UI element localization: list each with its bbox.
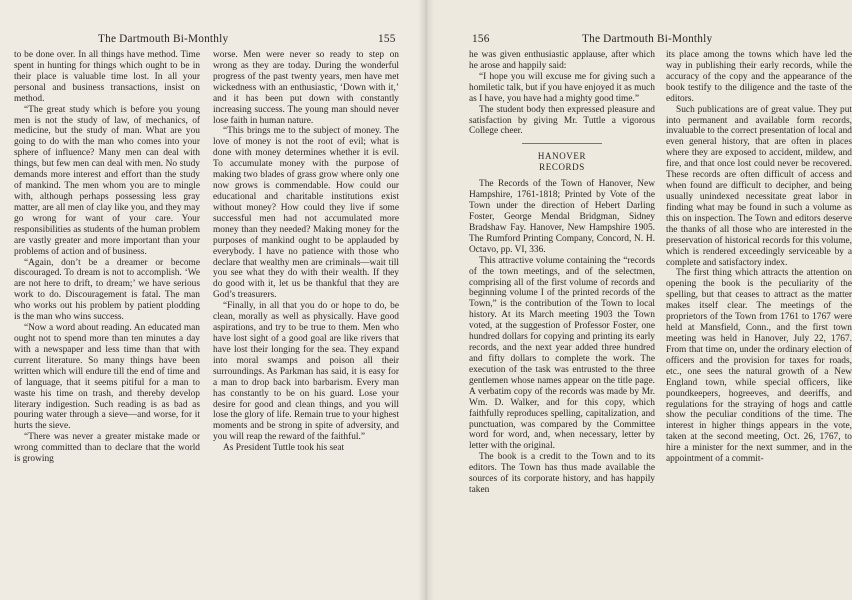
- paragraph: “I hope you will excuse me for giving such a homiletic talk, but if you have enjoyed it as much as I have, you have had a mighty good time.”: [469, 71, 655, 104]
- paragraph: “Now a word about reading. An educated man ought not to spend more than ten minutes a day with a newspaper and less time than that with current literature. So many things have been written which will endure till the end of time and of language, that it seems pitiful for a man to waste his time on trash, and thereby develop literary indigestion. Such reading is as bad as pouring water through a sieve—and worse, for it hurts the sieve.: [14, 323, 200, 432]
- right-page: [426, 0, 852, 600]
- paragraph: “There was never a greater mistake made or wrong committed than to declare that the world is growing: [14, 432, 200, 465]
- left-running-head: The Dartmouth Bi-Monthly: [98, 33, 229, 45]
- paragraph: The student body then expressed pleasure and satisfaction by giving Mr. Tuttle a vigorous College cheer.: [469, 104, 655, 137]
- paragraph: The first thing which attracts the attention on opening the book is the peculiarity of the spelling, but that ceases to attract as the matter makes itself clear. The meetings of the proprietors of the Town from 1761 to 1767 were held at Mansfield, Conn., and the first town meeting was held in Hanover, July 22, 1767. From that time on, under the ordinary election of officers and the provision for taxes for roads, etc., one sees the natural growth of a New England town, while special officers, like poundkeepers, hogreeves, and deeriffs, and regulations for the straying of hogs and cattle show the peculiar conditions of the time. The interest in higher things appears in the vote, taken at the second meeting, Oct. 26, 1767, to hire a minister for the next summer, and in the appointment of a commit-: [666, 268, 852, 465]
- section-heading: HANOVER RECORDS: [522, 143, 602, 173]
- paragraph: “This brings me to the subject of money. The love of money is not the root of evil; what is done with money determines whether it is evil. To accumulate money with the purpose of making two blades of grass grow where only one now grows is commendable. How could our educational and charitable institutions exist without money? How could they live if some successful men had not accumulated more money than they needed? Making money for the purposes of mankind ought to be applauded by everybody. I have no patience with those who declare that wealthy men are criminals—wait till you see what they do with their wealth. If they do good with it, let us be thankful that they are God’s treasurers.: [213, 126, 399, 301]
- paragraph: “Again, don’t be a dreamer or become discouraged. To dream is not to accomplish. ‘We are not here to drift, to dream;’ we have serious work to do. Discouragement is fatal. The man who works out his problem by patient plodding is the man who wins success.: [14, 257, 200, 323]
- paragraph: The book is a credit to the Town and to its editors. The Town has thus made available the sources of its corporate history, and has happily taken: [469, 452, 655, 496]
- paragraph: Such publications are of great value. They put into permanent and available form records, invaluable to the correct presentation of local and even general history, that are often in places where they are exposed to accident, mildew, and fire, and that once lost could never be recovered. These records are often difficult of access and when found are difficult to decipher, and being usually unindexed necessitate great labor in finding what may be found in such a volume as this on inspection. The Town and editors deserve the thanks of all those who are interested in the preservation of historical records for this volume, which is rendered exceedingly serviceable by a complete and satisfactory index.: [666, 104, 852, 268]
- paragraph: worse. Men were never so ready to step on wrong as they are today. During the wonderful progress of the past twenty years, men have met wickedness with an enthusiastic, ‘Down with it,’ and it has been put down with constantly increasing success. The young man should never lose faith in human nature.: [213, 50, 399, 126]
- paragraph: he was given enthusiastic applause, after which he arose and happily said:: [469, 50, 655, 71]
- left-page-number: 155: [378, 33, 396, 45]
- paragraph: its place among the towns which have led the way in publishing their early records, while the accuracy of the copy and the appearance of the book testify to the diligence and the taste of the editors.: [666, 50, 852, 104]
- paragraph: As President Tuttle took his seat: [223, 443, 345, 454]
- right-page-column-1: [469, 50, 655, 496]
- paragraph: This attractive volume containing the “records of the town meetings, and of the selectmen, comprising all of the first volume of records and beginning volume I of the printed records of the Town,” is the contribution of the Town to local history. At its March meeting 1903 the Town voted, at the suggestion of Professor Foster, one hundred dollars for copying and printing its early records, and the next year added three hundred and fifty dollars to complete the work. The execution of the task was entrusted to the three gentlemen whose names appear on the title page. A verbatim copy of the records was made by Mr. Wm. D. Walker, and for this copy, which faithfully reproduces spelling, capitalization, and punctuation, was compared by the Committee word for word, and, when necessary, letter by letter with the original.: [469, 255, 655, 452]
- left-page-column-2: [213, 50, 399, 454]
- right-page-number: 156: [472, 33, 490, 45]
- right-running-head: The Dartmouth Bi-Monthly: [582, 33, 713, 45]
- paragraph: to be done over. In all things have method. Time spent in hunting for things which ought to be in their place is valuable time lost. In all your personal and business transactions, insist on method.: [14, 50, 200, 104]
- right-page-column-2: [666, 50, 852, 465]
- paragraph: The Records of the Town of Hanover, New Hampshire, 1761-1818; Printed by Vote of the Town under the direction of Hebert Darling Foster, George Mendal Bridgman, Sidney Bradshaw Fay. Hanover, New Hampshire 1905. The Rumford Printing Company, Concord, N. H. Octavo, pp. VI, 336.: [469, 179, 655, 255]
- paragraph: “The great study which is before you young men is not the study of law, of mechanics, of medicine, but the study of man. What are you going to do with the man who comes into your sphere of influence? Many men can deal with things, but few men can deal with men. No study demands more interest and effort than the study of mankind. The men whom you are to mingle with, although perhaps possessing less gray matter, are all men of clay like you, and they may go wrong for want of your care. Your responsibilities as students of the human problem are vastly greater and more important than your problems of action and of business.: [14, 104, 201, 257]
- left-page-column-1: [14, 50, 200, 465]
- paragraph: “Finally, in all that you do or hope to do, be clean, morally as well as physically. Have good aspirations, and try to be true to them. Men who have lost sight of a good goal are like rivers that have lost their longing for the sea. They expand into moral swamps and poison all their surroundings. As Parkman has said, it is easy for a man to drop back into barbarism. Every man has constantly to be on his guard. Lose your desire for good and clean things, and you will lose the glory of life. Remain true to your highest moments and be strong in spite of adversity, and you will reap the reward of the faithful.”: [213, 301, 399, 443]
